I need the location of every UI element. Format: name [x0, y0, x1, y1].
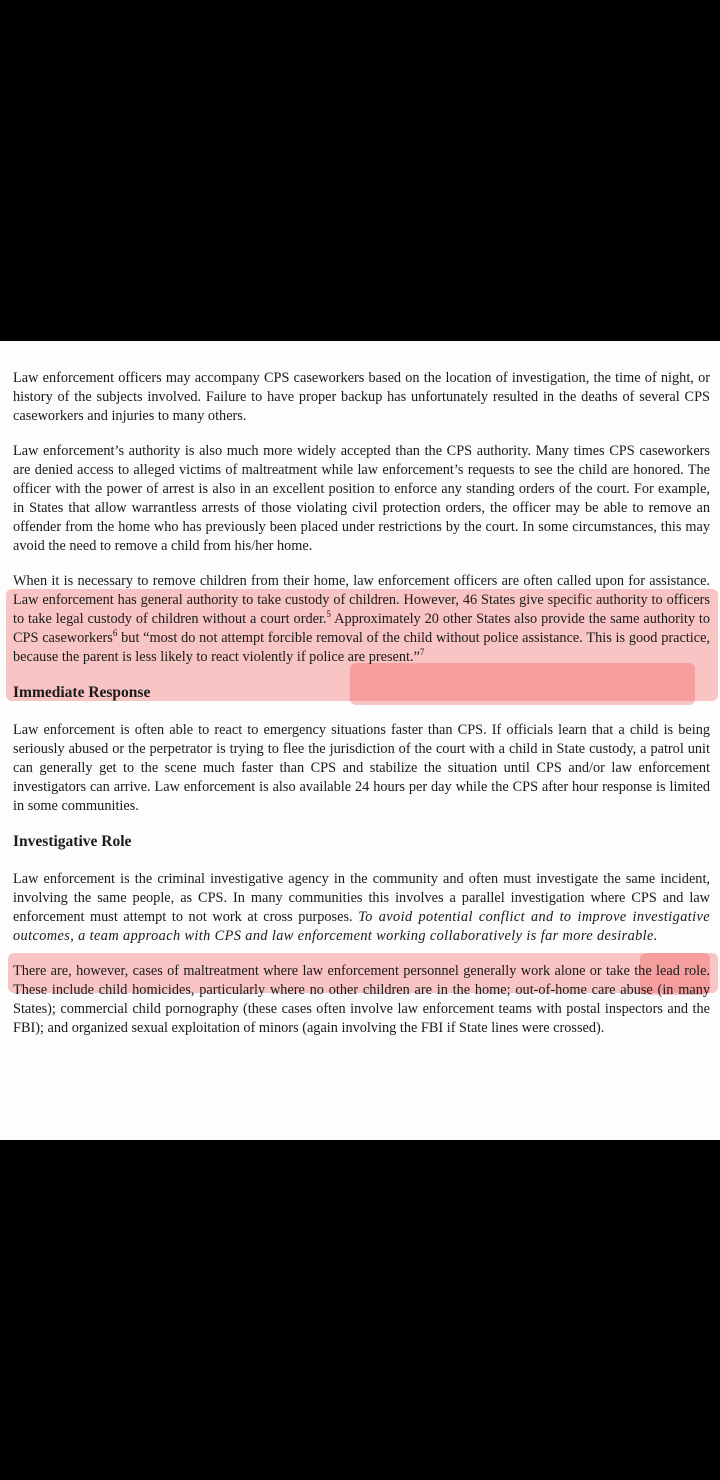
removal-text-b: Approximately 20 other States also provide the same authority to CPS caseworkers	[13, 611, 711, 646]
paragraph-immediate: Law enforcement is often able to react to emergency situations faster than CPS. If officials learn that a child is being seriously abused or the perpetrator is trying to flee the jurisdiction of the court with a child in State custody, a patrol unit can generally get to the scene much faster than CPS and stabilize the situation until CPS and/or law enforcement investigators can arrive. Law enforcement is also available 24 hours per day while the CPS after hour response is limited in some communities.	[13, 722, 710, 814]
paragraph-removal	[13, 572, 710, 667]
removal-text-c: but “most do not attempt forcible removal of the child without police assistance. This is good practice, because the parent is less likely to react violently if police are present.”	[13, 630, 711, 665]
paragraph-authority: Law enforcement’s authority is also much more widely accepted than the CPS authority. Many times CPS caseworkers are denied access to alleged victims of maltreatment while law enforcement’s requests to see the child are honored. The officer with the power of arrest is also in an excellent position to enforce any standing orders of the court. For example, in States that allow warrantless arrests of those violating civil protection orders, the officer may be able to remove an offender from the home who has previously been placed under restrictions by the court. In some circumstances, this may avoid the need to remove a child from his/her home.	[13, 443, 710, 554]
heading-immediate-response: Immediate Response	[13, 684, 151, 701]
footnote-ref-6: 6	[112, 628, 118, 639]
footnote-ref-7: 7	[419, 647, 425, 658]
footnote-ref-5: 5	[326, 609, 332, 620]
document-page	[0, 341, 720, 1140]
paragraph-investigative	[13, 870, 710, 946]
investigative-text: Law enforcement is the criminal investigative agency in the community and often must investigate the same incident, involving the same people, as CPS. In many communities this involves a parallel investigation where CPS and law enforcement must attempt to not work at cross purposes.	[13, 871, 710, 925]
heading-investigative-role: Investigative Role	[13, 833, 132, 850]
removal-text-a: When it is necessary to remove children from their home, law enforcement officers are often called upon for assistance. Law enforcement has general authority to take custody of children. However, 46 States give specific authority to officers to take legal custody of children without a court order.	[13, 573, 710, 627]
paragraph-backup: Law enforcement officers may accompany CPS caseworkers based on the location of investigation, the time of night, or history of the subjects involved. Failure to have proper backup has unfortunately resulted in the deaths of several CPS caseworkers and injuries to many others.	[13, 370, 710, 424]
document-body	[13, 369, 710, 1054]
paragraph-lead-role: There are, however, cases of maltreatment where law enforcement personnel generally work alone or take the lead role. These include child homicides, particularly where no other children are in the home; out-of-home care abuse (in many States); commercial child pornography (these cases often involve law enforcement teams with postal inspectors and the FBI); and organized sexual exploitation of minors (again involving the FBI if State lines were crossed).	[13, 963, 710, 1036]
investigative-italic-text: To avoid potential conflict and to improve investigative outcomes, a team approach with CPS and law enforcement working collaboratively is far more desirable.	[13, 909, 711, 944]
